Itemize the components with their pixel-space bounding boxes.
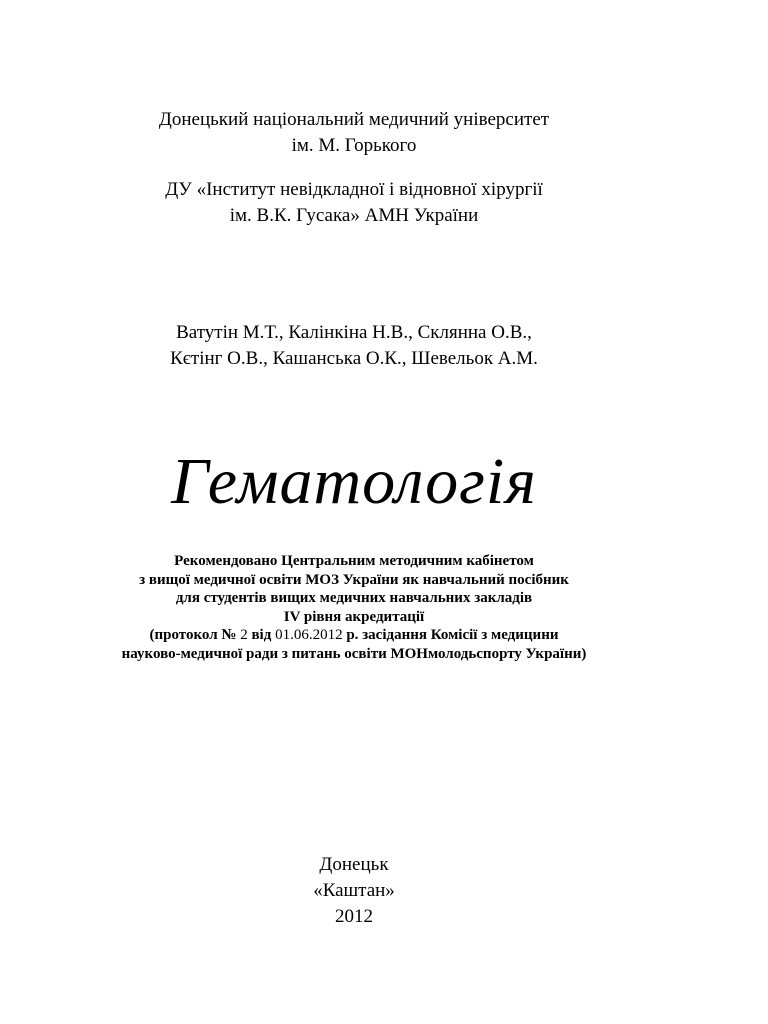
protocol-number: 2	[240, 627, 248, 643]
recommendation-line-2: з вищої медичної освіти МОЗ України як навчальний посібник	[139, 571, 569, 588]
imprint-block	[0, 852, 738, 930]
recommendation-line-4: IV рівня акредитації	[283, 608, 425, 625]
institute-name: ДУ «Інститут невідкладної і відновної хірургії	[165, 179, 543, 200]
imprint-year: 2012	[335, 906, 373, 927]
institute-named-after: ім. В.К. Гусака» АМН України	[229, 205, 479, 226]
book-title: Гематологія	[171, 445, 537, 518]
recommendation-block	[0, 552, 738, 663]
recommendation-line-5	[0, 626, 738, 645]
university-name: Донецький національний медичний університет	[158, 109, 550, 130]
imprint-publisher: «Каштан»	[313, 880, 395, 901]
recommendation-line-3: для студентів вищих медичних навчальних закладів	[175, 590, 533, 606]
protocol-date: 01.06.2012	[275, 627, 343, 643]
university-named-after: ім. М. Горького	[291, 135, 417, 156]
recommendation-line-1: Рекомендовано Центральним методичним кабінетом	[174, 553, 534, 569]
protocol-from: від	[247, 627, 276, 643]
protocol-suffix: р. засідання Комісії з медицини	[342, 627, 559, 643]
institute-block	[0, 177, 738, 229]
authors-line-1: Ватутін М.Т., Калінкіна Н.В., Склянна О.В.,	[176, 322, 532, 343]
protocol-prefix: (протокол №	[149, 627, 241, 643]
recommendation-line-6: науково-медичної ради з питань освіти МОНмолодьспорту України)	[121, 645, 587, 662]
authors-line-2: Кєтінг О.В., Кашанська О.К., Шевельок А.М.	[170, 348, 538, 369]
imprint-city: Донецьк	[319, 854, 389, 875]
authors-block	[0, 320, 738, 372]
university-block	[0, 107, 738, 159]
